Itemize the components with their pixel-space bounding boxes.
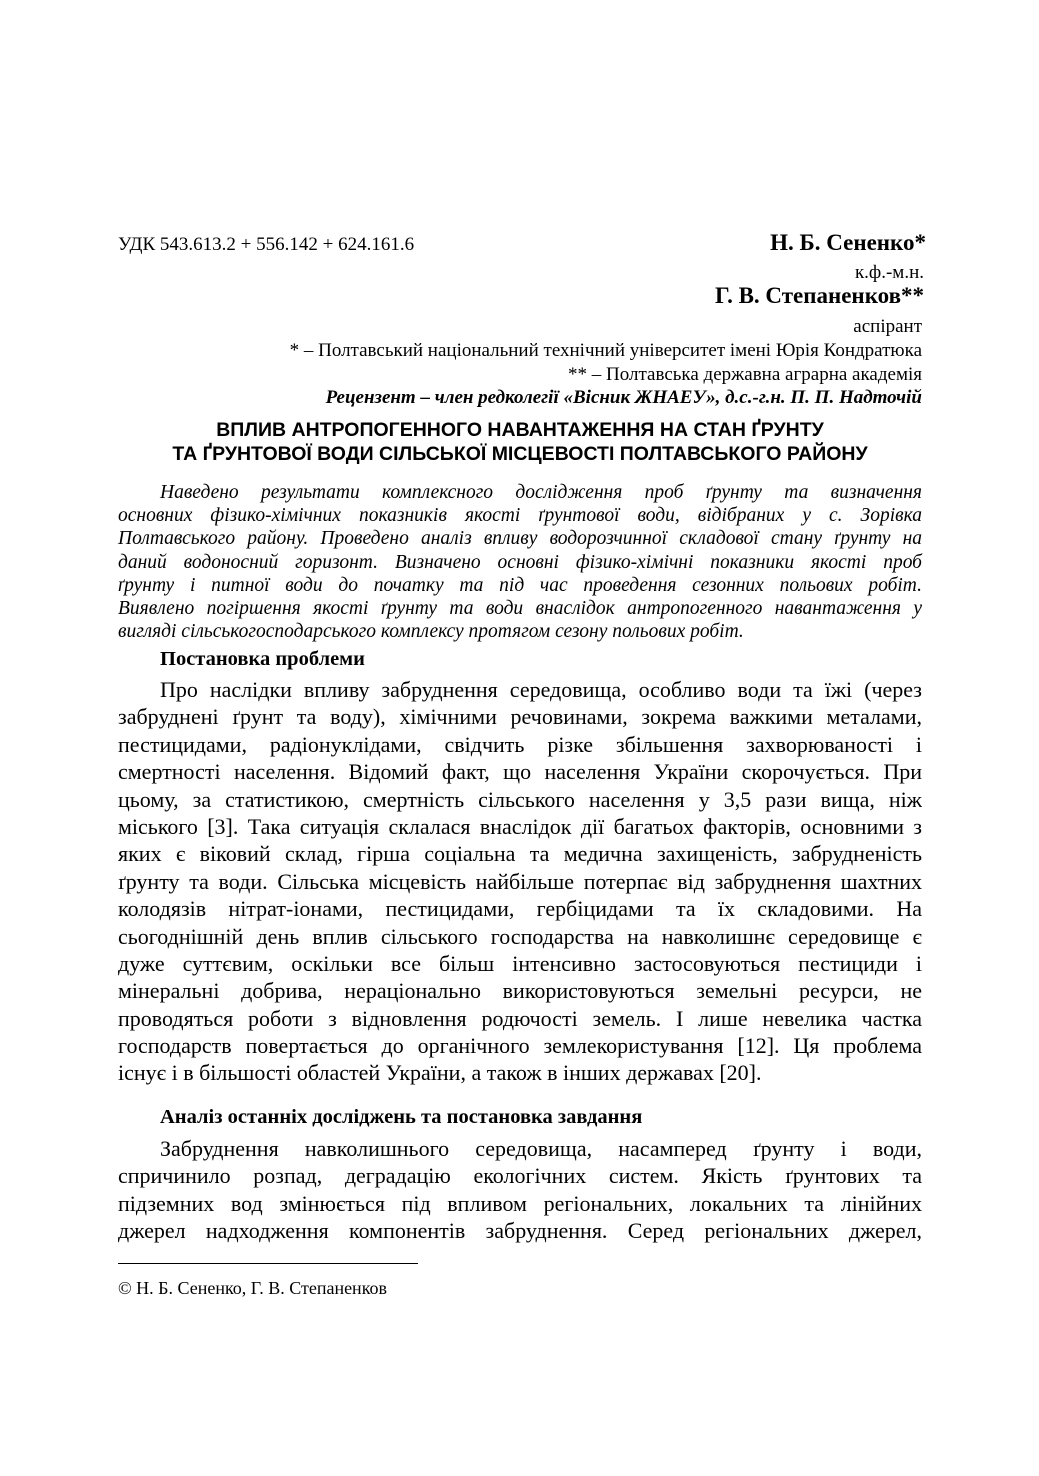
abstract-line: ґрунту і питної води до початку та під час проведення сезонних польових робіт. — [118, 574, 922, 596]
body-line: пестицидами, радіонуклідами, свідчить різке збільшення захворюваності і — [118, 731, 922, 757]
section-body-analysis — [118, 1135, 922, 1245]
article-title-line-2: ТА ҐРУНТОВОЇ ВОДИ СІЛЬСЬКОЇ МІСЦЕВОСТІ ПОЛТАВСЬКОГО РАЙОНУ — [172, 443, 868, 465]
abstract-line: Виявлено погіршення якості ґрунту та води внаслідок антропогенного навантаження у — [118, 597, 922, 619]
body-line: сьогоднішній день вплив сільського господарства на навколишнє середовище є — [118, 923, 922, 949]
abstract-line: даний водоносний горизонт. Визначено основні фізико-хімічні показники якості проб — [118, 551, 922, 573]
article-title-line-1: ВПЛИВ АНТРОПОГЕННОГО НАВАНТАЖЕННЯ НА СТАН ҐРУНТУ — [216, 419, 824, 441]
body-line: проводяться роботи з відновлення родючості земель. І лише невелика частка — [118, 1005, 922, 1031]
footnote-divider — [118, 1263, 418, 1264]
body-line: забруднені ґрунт та воду), хімічними речовинами, зокрема важкими металами, — [118, 704, 922, 730]
body-line: Забруднення навколишнього середовища, насамперед ґрунту і води, — [160, 1136, 922, 1161]
author-2-name: Г. В. Степаненков** — [715, 283, 924, 308]
body-line: дуже суттєвим, оскільки все більш інтенсивно застосовуються пестициди і — [118, 950, 922, 976]
abstract — [118, 481, 922, 643]
author-2-degree: аспірант — [853, 316, 922, 337]
body-line: смертності населення. Відомий факт, що населення України скорочується. При — [118, 759, 922, 785]
body-line: мінеральні добрива, нераціонально використовуються земельні ресурси, не — [118, 978, 922, 1004]
body-line: існує і в більшості областей України, а також в інших державах [20]. — [118, 1060, 762, 1086]
author-1-degree: к.ф.-м.н. — [854, 262, 924, 283]
body-line: цьому, за статистикою, смертність сільського населення у 3,5 рази вища, ніж — [118, 786, 922, 812]
body-line: яких є віковий склад, гірша соціальна та медична захищеність, забрудненість — [118, 841, 922, 867]
body-line: спричинило розпад, деградацію екологічних систем. Якість ґрунтових та — [118, 1163, 922, 1189]
udc-code: УДК 543.613.2 + 556.142 + 624.161.6 — [118, 234, 415, 255]
abstract-line: основних фізико-хімічних показників якості ґрунтової води, відібраних у с. Зорівка — [118, 505, 922, 527]
copyright-footnote: © Н. Б. Сененко, Г. В. Степаненков — [118, 1278, 388, 1298]
body-line: джерел надходження компонентів забруднення. Серед регіональних джерел, — [118, 1218, 922, 1244]
affiliation-2: ** – Полтавська державна аграрна академія — [568, 364, 922, 385]
body-line: Про наслідки впливу забруднення середовища, особливо води та їжі (через — [160, 677, 922, 702]
body-line: підземних вод змінюється під впливом регіональних, локальних та лінійних — [118, 1190, 922, 1216]
section-heading-problem: Постановка проблеми — [160, 648, 365, 670]
author-1-name: Н. Б. Сененко* — [770, 230, 926, 255]
abstract-line: вигляді сільськогосподарського комплексу протягом сезону польових робіт. — [118, 621, 744, 643]
body-line: міського [3]. Така ситуація склалася внаслідок дії багатьох факторів, основними з — [118, 813, 922, 839]
section-body-problem — [118, 676, 922, 1087]
body-line: господарств повертається до органічного землекористування [12]. Ця проблема — [118, 1033, 922, 1059]
affiliation-1: * – Полтавський національний технічний університет імені Юрія Кондратюка — [289, 340, 922, 361]
body-line: колодязів нітрат-іонами, пестицидами, гербіцидами та їх складовими. На — [118, 896, 922, 922]
section-heading-analysis: Аналіз останніх досліджень та постановка завдання — [160, 1106, 643, 1128]
body-line: ґрунту та води. Сільська місцевість найбільше потерпає від забруднення шахтних — [118, 868, 922, 894]
abstract-line: Наведено результати комплексного дослідження проб ґрунту та визначення — [160, 482, 922, 503]
abstract-line: Полтавського району. Проведено аналіз впливу водорозчинної складової стану ґрунту на — [118, 528, 922, 550]
reviewer-line: Рецензент – член редколегії «Вісник ЖНАЕУ», д.с.-г.н. П. П. Надточій — [325, 387, 922, 408]
